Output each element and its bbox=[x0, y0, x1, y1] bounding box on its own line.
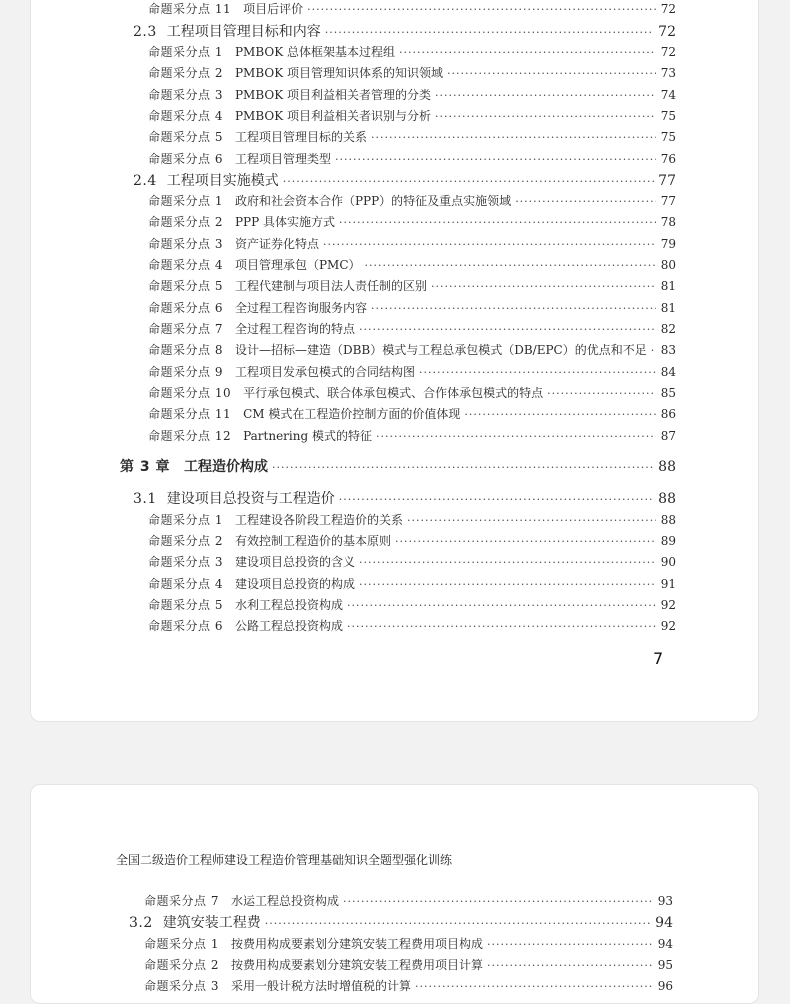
toc-entry-title: PMBOK 项目利益相关者管理的分类 bbox=[234, 88, 431, 102]
dot-leader bbox=[447, 66, 656, 82]
toc-entry-title: 工程项目发承包模式的合同结构图 bbox=[234, 365, 415, 379]
dot-leader bbox=[307, 2, 656, 18]
toc-entry-number: 命题采分点 5 bbox=[148, 279, 223, 293]
dot-leader bbox=[376, 429, 656, 445]
toc-entry-page: 82 bbox=[660, 322, 676, 336]
toc-entry-page: 85 bbox=[660, 386, 676, 400]
dot-leader bbox=[343, 894, 653, 910]
toc-item-row bbox=[148, 1, 676, 18]
toc-entry-page: 72 bbox=[658, 24, 676, 40]
toc-entry-number: 命题采分点 3 bbox=[144, 979, 219, 993]
toc-chapter-row bbox=[120, 458, 676, 477]
dot-leader bbox=[407, 513, 656, 529]
dot-leader bbox=[339, 491, 654, 509]
dot-leader bbox=[415, 979, 653, 995]
dot-leader bbox=[359, 555, 656, 571]
toc-entry-title: 有效控制工程造价的基本原则 bbox=[234, 534, 391, 548]
dot-leader bbox=[283, 173, 654, 191]
toc-entry-number: 命题采分点 7 bbox=[144, 894, 219, 908]
toc-item-row bbox=[148, 342, 676, 359]
dot-leader bbox=[399, 45, 656, 61]
toc-entry-title: 资产证券化特点 bbox=[234, 237, 319, 251]
toc-entry-title: 项目后评价 bbox=[243, 2, 304, 16]
toc-entry-title: 建设项目总投资的含义 bbox=[234, 555, 355, 569]
dot-leader bbox=[347, 619, 656, 635]
toc-item-row bbox=[148, 278, 676, 295]
toc-entry-number: 命题采分点 11 bbox=[148, 2, 232, 16]
dot-leader bbox=[339, 215, 656, 231]
dot-leader bbox=[419, 365, 656, 381]
toc-entry-number: 命题采分点 1 bbox=[148, 513, 223, 527]
dot-leader bbox=[347, 598, 656, 614]
toc-entry-page: 95 bbox=[657, 958, 673, 972]
toc-item-row bbox=[148, 44, 676, 61]
toc-entry-number: 命题采分点 6 bbox=[148, 619, 223, 633]
toc-entry-page: 74 bbox=[660, 88, 676, 102]
toc-entry-number: 命题采分点 6 bbox=[148, 152, 223, 166]
toc-item-row bbox=[148, 533, 676, 550]
toc-entry-number: 2.4 bbox=[133, 173, 157, 189]
toc-item-row bbox=[148, 108, 676, 125]
toc-item-row bbox=[148, 321, 676, 338]
toc-entry-page: 75 bbox=[660, 130, 676, 144]
toc-entry-title: PPP 具体实施方式 bbox=[234, 215, 335, 229]
toc-entry-title: 项目管理承包（PMC） bbox=[234, 258, 361, 272]
toc-entry-title: 政府和社会资本合作（PPP）的特征及重点实施领域 bbox=[234, 194, 512, 208]
toc-entry-title: 工程代建制与项目法人责任制的区别 bbox=[234, 279, 427, 293]
toc-item-row bbox=[148, 618, 676, 635]
toc-entry-title: PMBOK 总体框架基本过程组 bbox=[234, 45, 395, 59]
toc-entry-page: 88 bbox=[660, 513, 676, 527]
dot-leader bbox=[323, 237, 656, 253]
toc-item-row bbox=[148, 257, 676, 274]
toc-entry-page: 93 bbox=[657, 894, 673, 908]
toc-item-row bbox=[148, 300, 676, 317]
toc-entry-title: 建设项目总投资的构成 bbox=[234, 577, 355, 591]
toc-entry-page: 92 bbox=[660, 598, 676, 612]
toc-entry-title: 平行承包模式、联合体承包模式、合作体承包模式的特点 bbox=[243, 386, 544, 400]
dot-leader bbox=[651, 343, 656, 359]
toc-entry-number: 命题采分点 6 bbox=[148, 301, 223, 315]
toc-entry-page: 77 bbox=[658, 173, 676, 189]
toc-entry-page: 89 bbox=[660, 534, 676, 548]
toc-entry-title: PMBOK 项目利益相关者识别与分析 bbox=[234, 109, 431, 123]
toc-entry-title: 水利工程总投资构成 bbox=[234, 598, 343, 612]
toc-entry-page: 92 bbox=[660, 619, 676, 633]
toc-entry-title: Partnering 模式的特征 bbox=[243, 429, 372, 443]
toc-item-row bbox=[148, 428, 676, 445]
toc-entry-number: 命题采分点 5 bbox=[148, 598, 223, 612]
dot-leader bbox=[435, 109, 656, 125]
toc-entry-page: 86 bbox=[660, 407, 676, 421]
dot-leader bbox=[395, 534, 656, 550]
toc-entry-number: 第 3 章 bbox=[120, 459, 170, 475]
dot-leader bbox=[464, 407, 656, 423]
toc-item-row bbox=[148, 129, 676, 146]
toc-entry-page: 84 bbox=[660, 365, 676, 379]
toc-entry-page: 80 bbox=[660, 258, 676, 272]
toc-entry-number: 命题采分点 4 bbox=[148, 577, 223, 591]
toc-item-row bbox=[148, 406, 676, 423]
toc-entry-page: 90 bbox=[660, 555, 676, 569]
dot-leader bbox=[487, 958, 653, 974]
toc-item-row bbox=[148, 576, 676, 593]
dot-leader bbox=[335, 152, 656, 168]
toc-entry-number: 命题采分点 2 bbox=[148, 215, 223, 229]
toc-entry-title: 按费用构成要素划分建筑安装工程费用项目构成 bbox=[230, 937, 483, 951]
toc-entry-number: 命题采分点 12 bbox=[148, 429, 232, 443]
toc-entry-number: 命题采分点 2 bbox=[144, 958, 219, 972]
toc-item-row bbox=[148, 214, 676, 231]
toc-entry-page: 77 bbox=[660, 194, 676, 208]
toc-entry-page: 94 bbox=[657, 937, 673, 951]
toc-entry-number: 命题采分点 3 bbox=[148, 88, 223, 102]
dot-leader bbox=[365, 258, 657, 274]
toc-entry-number: 命题采分点 10 bbox=[148, 386, 232, 400]
toc-entry-title: 按费用构成要素划分建筑安装工程费用项目计算 bbox=[230, 958, 483, 972]
toc-entry-number: 命题采分点 2 bbox=[148, 534, 223, 548]
toc-item-row bbox=[148, 87, 676, 104]
toc-section-row bbox=[133, 490, 676, 509]
dot-leader bbox=[547, 386, 656, 402]
toc-entry-title: 公路工程总投资构成 bbox=[234, 619, 343, 633]
toc-entry-title: 工程项目管理类型 bbox=[234, 152, 331, 166]
toc-entry-page: 94 bbox=[655, 915, 673, 931]
toc-item-row bbox=[148, 193, 676, 210]
toc-page-8 bbox=[30, 784, 759, 1004]
toc-entry-page: 83 bbox=[660, 343, 676, 357]
dot-leader bbox=[359, 322, 656, 338]
toc-entry-number: 命题采分点 4 bbox=[148, 258, 223, 272]
dot-leader bbox=[371, 130, 656, 146]
toc-section-row bbox=[133, 172, 676, 191]
toc-item-row bbox=[148, 512, 676, 529]
toc-item-row bbox=[144, 957, 673, 974]
toc-entry-page: 76 bbox=[660, 152, 676, 166]
toc-entry-page: 88 bbox=[658, 459, 676, 475]
toc-item-row bbox=[148, 236, 676, 253]
toc-entry-page: 87 bbox=[660, 429, 676, 443]
toc-entry-number: 命题采分点 9 bbox=[148, 365, 223, 379]
toc-item-row bbox=[148, 385, 676, 402]
toc-entry-number: 命题采分点 3 bbox=[148, 555, 223, 569]
toc-entry-page: 91 bbox=[660, 577, 676, 591]
toc-entry-number: 命题采分点 8 bbox=[148, 343, 223, 357]
toc-entry-title: PMBOK 项目管理知识体系的知识领域 bbox=[234, 66, 443, 80]
toc-entry-number: 命题采分点 3 bbox=[148, 237, 223, 251]
toc-entry-title: 工程项目管理目标的关系 bbox=[234, 130, 367, 144]
toc-entry-page: 81 bbox=[660, 279, 676, 293]
toc-entry-number: 3.2 bbox=[129, 915, 153, 931]
toc-entry-number: 命题采分点 1 bbox=[148, 45, 223, 59]
toc-item-row bbox=[144, 893, 673, 910]
toc-entry-title: 工程建设各阶段工程造价的关系 bbox=[234, 513, 403, 527]
toc-entry-number: 命题采分点 1 bbox=[144, 937, 219, 951]
toc-entry-number: 3.1 bbox=[133, 491, 157, 507]
toc-item-row bbox=[148, 554, 676, 571]
dot-leader bbox=[435, 88, 656, 104]
toc-entry-title: 工程项目管理目标和内容 bbox=[166, 24, 321, 40]
toc-item-row bbox=[148, 65, 676, 82]
toc-entry-title: 建设项目总投资与工程造价 bbox=[166, 491, 335, 507]
toc-entry-number: 命题采分点 7 bbox=[148, 322, 223, 336]
toc-entry-number: 命题采分点 2 bbox=[148, 66, 223, 80]
toc-entry-page: 81 bbox=[660, 301, 676, 315]
toc-entry-page: 72 bbox=[660, 2, 676, 16]
toc-entry-title: 全过程工程咨询的特点 bbox=[234, 322, 355, 336]
toc-entry-page: 78 bbox=[660, 215, 676, 229]
toc-entry-page: 88 bbox=[658, 491, 676, 507]
toc-item-row bbox=[148, 597, 676, 614]
dot-leader bbox=[487, 937, 653, 953]
toc-page-7 bbox=[30, 0, 759, 722]
toc-entry-title: 设计—招标—建造（DBB）模式与工程总承包模式（DB/EPC）的优点和不足 bbox=[234, 343, 647, 357]
toc-entry-number: 命题采分点 11 bbox=[148, 407, 232, 421]
toc-entry-page: 75 bbox=[660, 109, 676, 123]
toc-entry-title: 采用一般计税方法时增值税的计算 bbox=[230, 979, 411, 993]
dot-leader bbox=[325, 24, 654, 42]
running-header: 全国二级造价工程师建设工程造价管理基础知识全题型强化训练 bbox=[116, 853, 453, 867]
dot-leader bbox=[272, 459, 654, 477]
toc-item-row bbox=[144, 936, 673, 953]
toc-entry-number: 命题采分点 1 bbox=[148, 194, 223, 208]
toc-entry-title: 全过程工程咨询服务内容 bbox=[234, 301, 367, 315]
dot-leader bbox=[371, 301, 656, 317]
toc-entry-title: 工程造价构成 bbox=[184, 459, 268, 475]
toc-entry-number: 命题采分点 4 bbox=[148, 109, 223, 123]
toc-entry-page: 96 bbox=[657, 979, 673, 993]
toc-entry-number: 命题采分点 5 bbox=[148, 130, 223, 144]
toc-entry-title: CM 模式在工程造价控制方面的价值体现 bbox=[243, 407, 461, 421]
toc-entry-page: 72 bbox=[660, 45, 676, 59]
toc-section-row bbox=[133, 23, 676, 42]
toc-entry-page: 73 bbox=[660, 66, 676, 80]
toc-entry-title: 建筑安装工程费 bbox=[162, 915, 261, 931]
dot-leader bbox=[515, 194, 656, 210]
toc-entry-page: 79 bbox=[660, 237, 676, 251]
toc-item-row bbox=[148, 364, 676, 381]
toc-entry-title: 工程项目实施模式 bbox=[166, 173, 279, 189]
dot-leader bbox=[359, 577, 656, 593]
toc-item-row bbox=[148, 151, 676, 168]
dot-leader bbox=[431, 279, 656, 295]
toc-section-row bbox=[129, 914, 673, 933]
toc-entry-title: 水运工程总投资构成 bbox=[230, 894, 339, 908]
toc-entry-number: 2.3 bbox=[133, 24, 157, 40]
page-number: 7 bbox=[653, 649, 664, 668]
dot-leader bbox=[265, 915, 651, 933]
